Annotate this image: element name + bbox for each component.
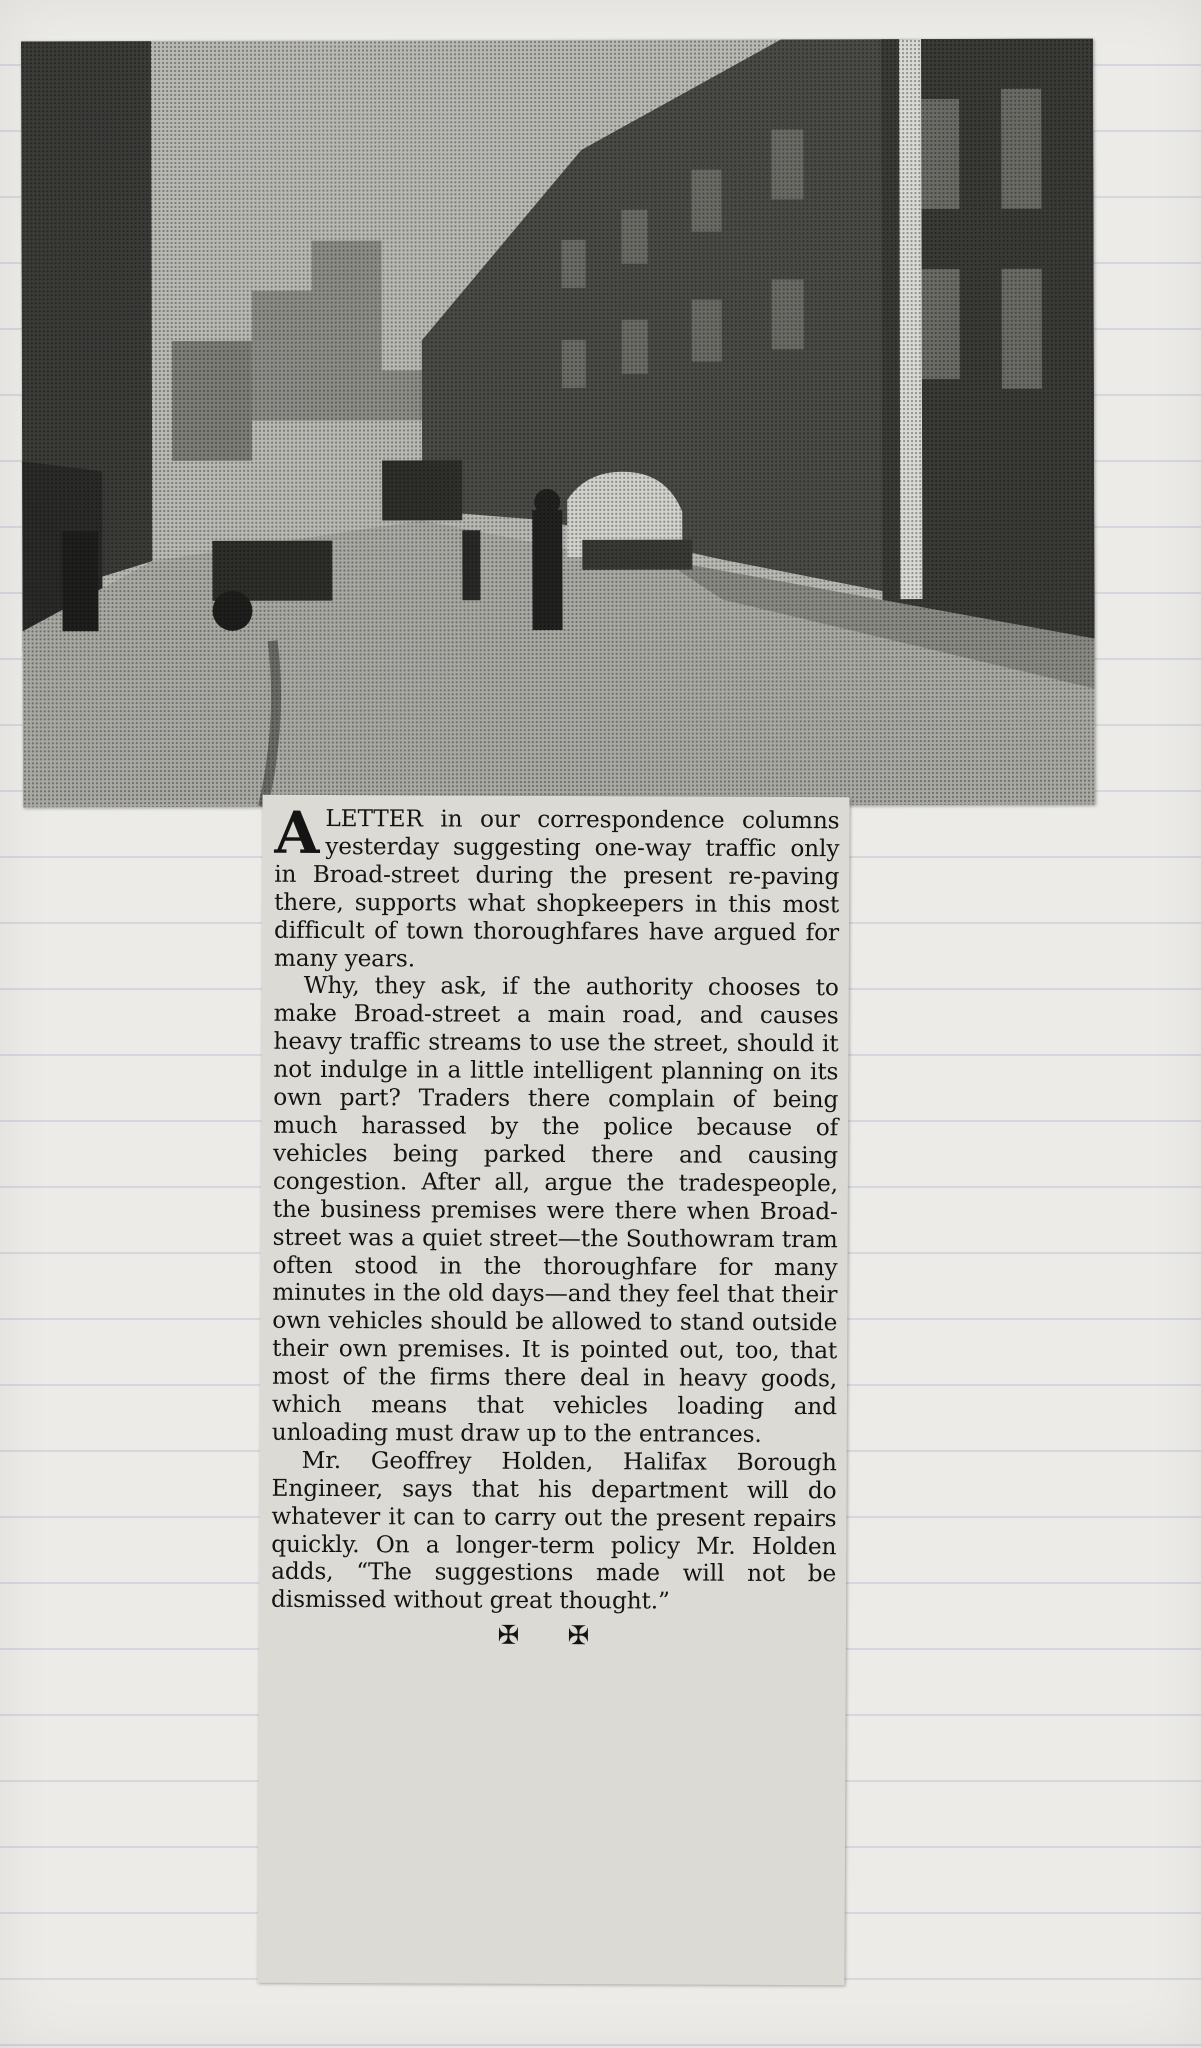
article-body bbox=[271, 798, 840, 1617]
article-paragraph-3: Mr. Geoffrey Holden, Halifax Borough Engineer, says that his department will do whatever it can to carry out the present repairs quickly. On a longer-term policy Mr. Holden adds, “The suggestions made will not be dismissed without great thought.” bbox=[271, 1446, 837, 1615]
street-photo-clipping bbox=[21, 39, 1095, 808]
ornament-crosses: ✠ ✠ bbox=[497, 1621, 610, 1652]
street-photo bbox=[21, 39, 1095, 808]
article-paragraph-2: Why, they ask, if the authority chooses to make Broad-street a main road, and causes heavy traffic streams to use the street, should it not indulge in a little intelligent planning on its own part? Traders there complain of being much harassed by the police because of vehicles being parked there and causing congestion. After all, argue the tradespeople, the business premises were there when Broad-street was a quiet street—the Southowram tram often stood in the thoroughfare for many minutes in the old days—and they feel that their own vehicles should be allowed to stand outside their own premises. It is pointed out, too, that most of the firms there deal in heavy goods, which means that vehicles loading and unloading must draw up to the entrances. bbox=[271, 972, 839, 1448]
drop-cap: A bbox=[274, 798, 320, 867]
paragraph-1-text: in our correspondence columns yesterday suggesting one-way traffic only in Broad-street during the present re-paving there, supports what shopkeepers in this most difficult of town thoroughfares have argued for many years. bbox=[273, 805, 840, 972]
article-paragraph-1 bbox=[273, 798, 840, 975]
article-clipping bbox=[257, 795, 849, 1986]
lead-word: LETTER bbox=[325, 804, 423, 833]
